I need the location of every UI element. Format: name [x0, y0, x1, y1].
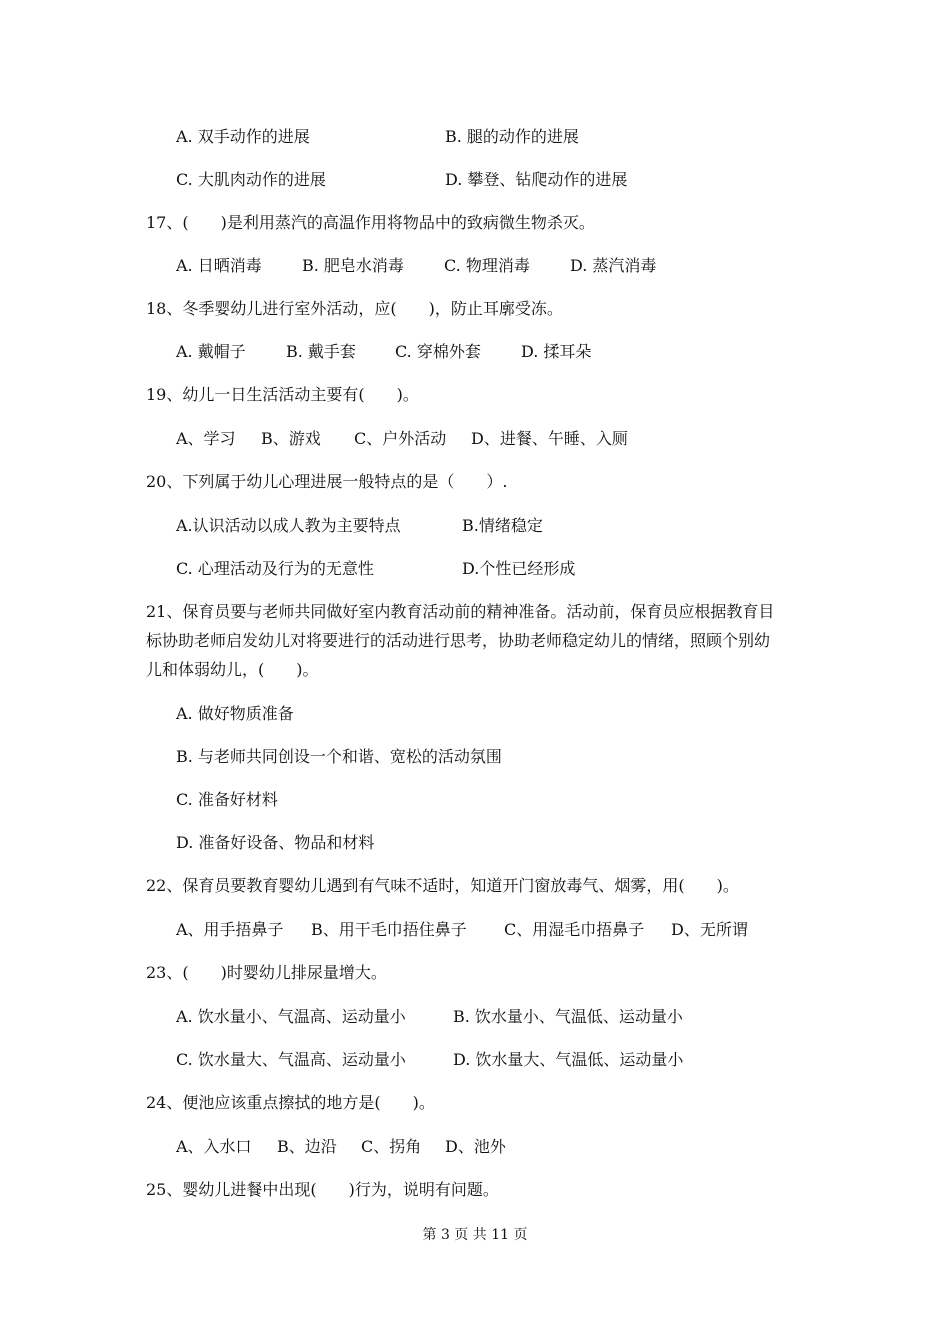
q20-option-d: D.个性已经形成 — [462, 559, 576, 578]
q23-stem: 23、( )时婴幼儿排尿量增大。 — [146, 963, 387, 982]
q18-option-b: B. 戴手套 — [286, 342, 356, 361]
page-footer: 第 3 页 共 11 页 — [422, 1227, 528, 1243]
q19-option-b: B、游戏 — [261, 429, 321, 448]
q18-option-a: A. 戴帽子 — [176, 342, 246, 361]
q20-option-a: A.认识活动以成人教为主要特点 — [176, 516, 401, 535]
q16-option-b: B. 腿的动作的进展 — [445, 127, 579, 146]
q24-option-d: D、池外 — [445, 1137, 506, 1156]
q16-option-c: C. 大肌肉动作的进展 — [176, 170, 326, 189]
q22-option-c: C、用湿毛巾捂鼻子 — [504, 920, 645, 939]
q21-stem-line-2: 标协助老师启发幼儿对将要进行的活动进行思考，协助老师稳定幼儿的情绪，照顾个别幼 — [146, 631, 771, 650]
q19-option-c: C、户外活动 — [354, 429, 447, 448]
q24-option-b: B、边沿 — [277, 1137, 337, 1156]
q20-option-c: C. 心理活动及行为的无意性 — [176, 559, 374, 578]
q18-stem: 18、冬季婴幼儿进行室外活动，应( )，防止耳廓受冻。 — [146, 299, 563, 318]
q21-option-c: C. 准备好材料 — [176, 790, 278, 809]
q17-option-d: D. 蒸汽消毒 — [570, 256, 657, 275]
q16-option-a: A. 双手动作的进展 — [176, 127, 310, 146]
q19-option-d: D、进餐、午睡、入厕 — [471, 429, 628, 448]
q21-option-a: A. 做好物质准备 — [176, 704, 294, 723]
q17-option-a: A. 日晒消毒 — [176, 256, 262, 275]
q23-option-a: A. 饮水量小、气温高、运动量小 — [176, 1007, 406, 1026]
q17-stem: 17、( )是利用蒸汽的高温作用将物品中的致病微生物杀灭。 — [146, 213, 595, 232]
q24-option-c: C、拐角 — [361, 1137, 422, 1156]
q23-option-b: B. 饮水量小、气温低、运动量小 — [453, 1007, 683, 1026]
q22-stem: 22、保育员要教育婴幼儿遇到有气味不适时，知道开门窗放毒气、烟雾，用( )。 — [146, 876, 739, 895]
q24-option-a: A、入水口 — [176, 1137, 252, 1156]
q23-option-d: D. 饮水量大、气温低、运动量小 — [453, 1050, 684, 1069]
q21-option-b: B. 与老师共同创设一个和谐、宽松的活动氛围 — [176, 747, 502, 766]
q18-option-c: C. 穿棉外套 — [395, 342, 481, 361]
q16-option-d: D. 攀登、钻爬动作的进展 — [445, 170, 628, 189]
q24-stem: 24、便池应该重点擦拭的地方是( )。 — [146, 1093, 435, 1112]
q21-option-d: D. 准备好设备、物品和材料 — [176, 833, 375, 852]
q25-stem: 25、婴幼儿进餐中出现( )行为，说明有问题。 — [146, 1180, 499, 1199]
q22-option-b: B、用干毛巾捂住鼻子 — [311, 920, 467, 939]
q20-option-b: B.情绪稳定 — [462, 516, 543, 535]
q22-option-d: D、无所谓 — [671, 920, 748, 939]
q19-option-a: A、学习 — [176, 429, 236, 448]
q19-stem: 19、幼儿一日生活活动主要有( )。 — [146, 385, 419, 404]
q20-stem: 20、下列属于幼儿心理进展一般特点的是（ ）. — [146, 472, 508, 491]
q21-stem-line-3: 儿和体弱幼儿，( )。 — [146, 660, 319, 679]
q17-option-c: C. 物理消毒 — [444, 256, 530, 275]
q18-option-d: D. 揉耳朵 — [521, 342, 592, 361]
q17-option-b: B. 肥皂水消毒 — [302, 256, 404, 275]
q21-stem-line-1: 21、保育员要与老师共同做好室内教育活动前的精神准备。活动前，保育员应根据教育目 — [146, 602, 775, 621]
q22-option-a: A、用手捂鼻子 — [176, 920, 284, 939]
q23-option-c: C. 饮水量大、气温高、运动量小 — [176, 1050, 406, 1069]
